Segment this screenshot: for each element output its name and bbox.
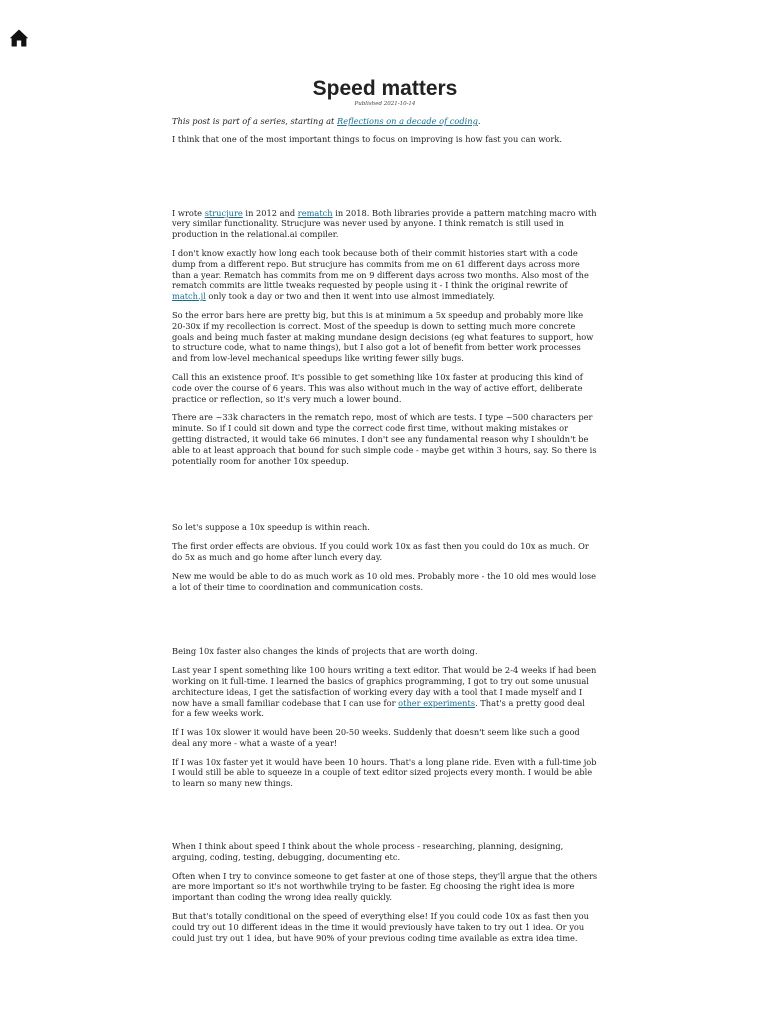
text-span: I don't know exactly how long each took because both of their commit histories start with a code dump from a different repo. But strucjure has commits from me on 61 different days across more than a year. Rematch has commits from me on 9 different days across two months. Also most of the rematch commits are little tweaks requested by people using it - I think the original rewrite of <box>172 247 589 291</box>
paragraph: Often when I try to convince someone to get faster at one of those steps, they'll argue that the others are more important so it's not worthwhile trying to be faster. Eg choosing the right idea is more important than coding the wrong idea really quickly. <box>172 870 598 903</box>
rematch-link[interactable]: rematch <box>297 207 333 218</box>
article <box>172 78 598 951</box>
text-span: in 2018. Both libraries provide a pattern matching macro with very similar functionality. Strucjure was never used by anyone. I think rematch is still used in production in the relational.ai compiler. <box>172 207 597 240</box>
paragraph: If I was 10x faster yet it would have been 10 hours. That's a long plane ride. Even with a full-time job I would still be able to squeeze in a couple of text editor sized projects every month. I would be able to learn so many new things. <box>172 756 597 789</box>
paragraph: So the error bars here are pretty big, but this is at minimum a 5x speedup and probably more like 20-30x if my recollection is correct. Most of the speedup is down to setting much more concrete goals and being much faster at making mundane design decisions (eg what features to support, how to structure code, what to name things), but I also got a lot of benefit from better work processes and from low-level mechanical speedups like writing fewer silly bugs. <box>172 309 594 364</box>
paragraph: When I think about speed I think about the whole process - researching, planning, designing, arguing, coding, testing, debugging, documenting etc. <box>172 841 564 862</box>
paragraph: New me would be able to do as much work as 10 old mes. Probably more - the 10 old mes would lose a lot of their time to coordination and communication costs. <box>172 570 596 592</box>
series-intro-after: . <box>477 116 481 126</box>
text-span: only took a day or two and then it went into use almost immediately. <box>205 291 495 302</box>
paragraph: But that's totally conditional on the speed of everything else! If you could code 10x as fast then you could try out 10 different ideas in the time it would previously have taken to try out 1 idea. Or you could just try out 1 idea, but have 90% of your previous coding time available as extra idea time. <box>172 911 589 943</box>
strucjure-link[interactable]: strucjure <box>204 207 243 218</box>
page-title: Speed matters <box>312 77 458 100</box>
home-link[interactable] <box>9 28 29 48</box>
series-intro <box>172 116 598 127</box>
paragraph: Being 10x faster also changes the kinds of projects that are worth doing. <box>172 646 478 657</box>
matchjl-link[interactable]: match.jl <box>172 291 206 302</box>
paragraph <box>172 665 598 719</box>
text-span: in 2012 and <box>242 207 298 218</box>
paragraph: Call this an existence proof. It's possible to get something like 10x faster at producing this kind of code over the course of 6 years. This was also without much in the way of active effort, deliberate practice or reflection, so it's very much a lower bound. <box>172 371 583 404</box>
series-intro-text: This post is part of a series, starting at <box>172 116 337 126</box>
paragraph <box>172 248 598 302</box>
home-icon <box>9 28 29 48</box>
text-span: . That's a pretty good deal for a few weeks work. <box>172 697 585 719</box>
series-start-link[interactable]: Reflections on a decade of coding <box>337 116 478 126</box>
paragraph: So let's suppose a 10x speedup is within reach. <box>172 522 370 533</box>
text-span: Last year I spent something like 100 hours writing a text editor. That would be 2-4 weeks if had been working on it full-time. I learned the basics of graphics programming, I got to try out some unusual architecture ideas, I get the satisfaction of working every day with a tool that I made myself and I now have a small familiar codebase that I can use for <box>172 665 597 708</box>
paragraph: There are ~33k characters in the rematch repo, most of which are tests. I type ~500 characters per minute. So if I could sit down and type the correct code first time, without making mistakes or getting distracted, it would take 66 minutes. I don't see any fundamental reason why I shouldn't be able to at least approach that bound for such simple code - maybe get within 3 hours, say. So there is potentially room for another 10x speedup. <box>172 412 597 466</box>
published-date: Published 2021-10-14 <box>354 101 416 107</box>
paragraph: The first order effects are obvious. If you could work 10x as fast then you could do 10x as much. Or do 5x as much and go home after lunch every day. <box>172 541 589 562</box>
other-experiments-link[interactable]: other experiments <box>398 697 476 708</box>
paragraph: If I was 10x slower it would have been 20-50 weeks. Suddenly that doesn't seem like such a good deal any more - what a waste of a year! <box>172 727 580 748</box>
paragraph <box>172 208 598 240</box>
paragraph: I think that one of the most important things to focus on improving is how fast you can work. <box>172 133 562 144</box>
text-span: I wrote <box>172 207 205 218</box>
